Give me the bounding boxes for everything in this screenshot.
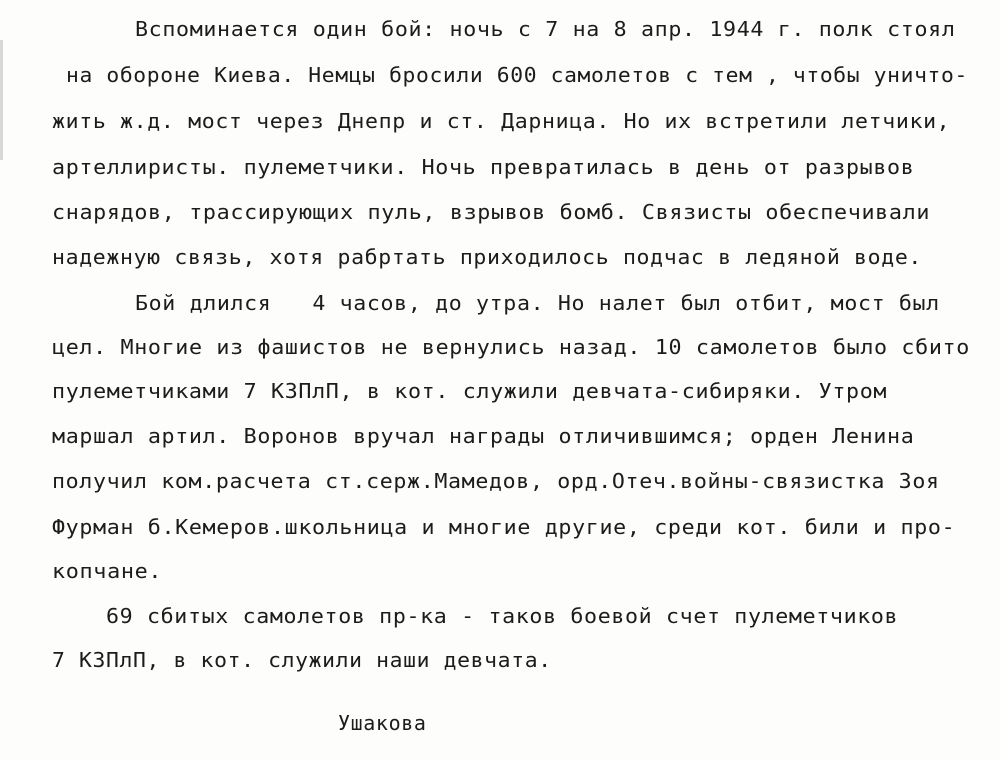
text-line: 69 сбитых самолетов пр-ка - таков боевой счет пулеметчиков [106,604,899,628]
text-line: Вспоминается один бой: ночь с 7 на 8 апр. 1944 г. полк стоял [135,17,956,41]
text-line: надежную связь, хотя рабртать приходилось подчас в ледяной воде. [52,245,923,269]
text-line: пулеметчиками 7 КЗПлП, в кот. служили девчата-сибиряки. Утром [52,379,888,403]
scan-edge-mark [0,40,3,160]
text-line: на обороне Киева. Немцы бросили 600 самолетов с тем , чтобы уничто- [66,63,968,87]
text-line: Фурман б.Кемеров.школьница и многие другие, среди кот. били и про- [52,515,956,539]
text-line: 7 КЗПлП, в кот. служили наши девчата. [52,648,552,672]
signature-name: Ушакова [338,711,427,735]
text-line: артеллиристы. пулеметчики. Ночь превратилась в день от разрывов [52,155,915,179]
text-line: цел. Многие из фашистов не вернулись назад. 10 самолетов было сбито [52,335,970,359]
text-line: жить ж.д. мост через Днепр и ст. Дарница. Но их встретили летчики, [52,109,951,133]
text-line: снарядов, трассирующих пуль, взрывов бомб. Связисты обеспечивали [52,200,931,224]
text-line: получил ком.расчета ст.серж.Мамедов, орд.Отеч.войны-связистка Зоя [52,469,940,493]
text-line: Бой длился 4 часов, до утра. Но налет был отбит, мост был [135,291,940,315]
text-line: маршал артил. Воронов вручал награды отличившимся; орден Ленина [52,424,915,448]
text-line: копчане. [52,559,163,583]
